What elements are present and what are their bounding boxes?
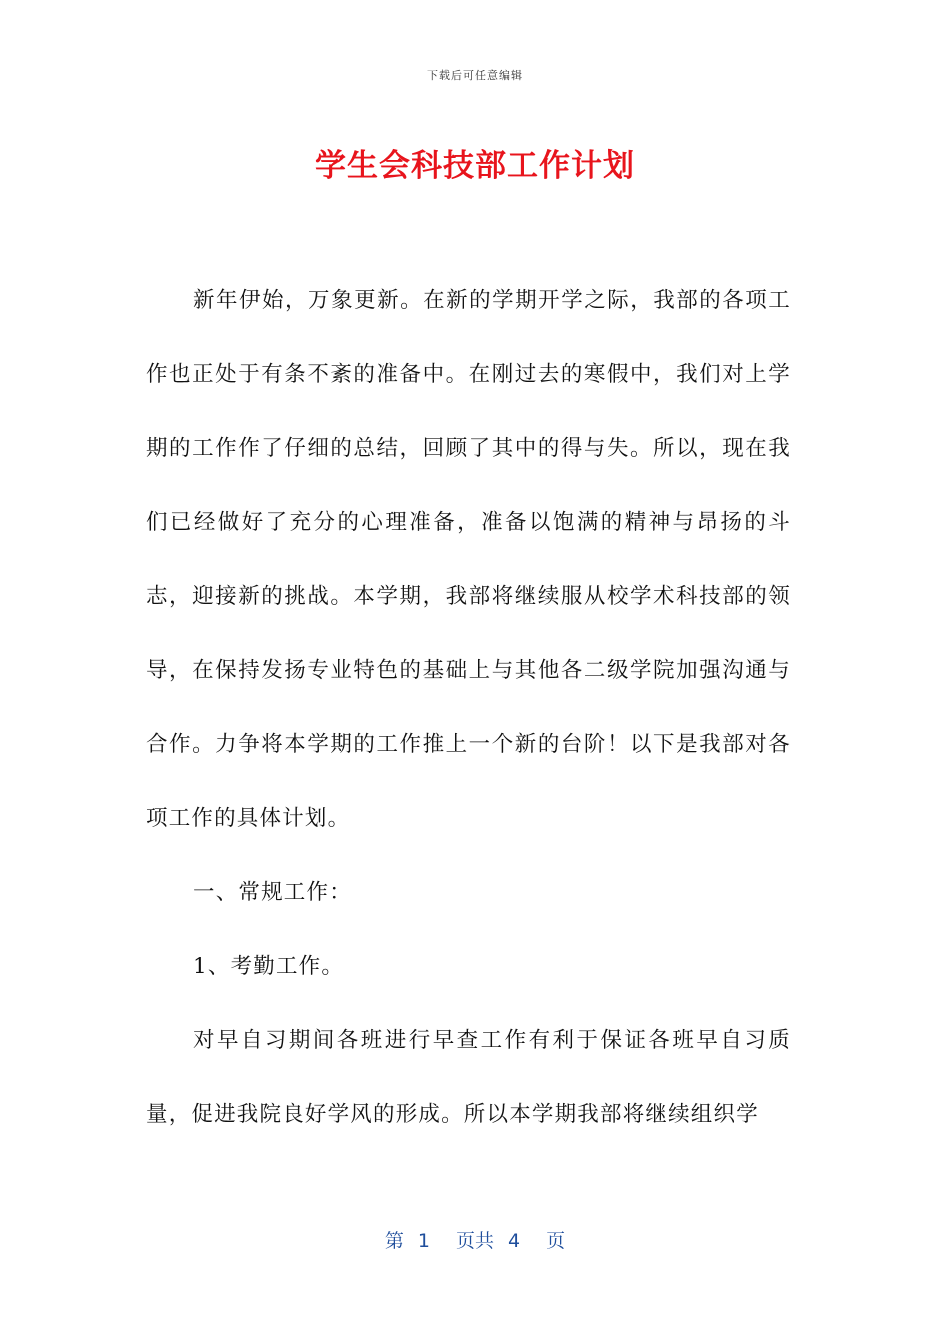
document-title: 学生会科技部工作计划 <box>315 148 635 184</box>
section-heading: 一、常规工作： <box>193 880 352 905</box>
header-note: 下载后可任意编辑 <box>427 69 523 82</box>
paragraph-attendance: 对早自习期间各班进行早查工作有利于保证各班早自习质量，促进我院良好学风的形成。所以本学期我部将继续组织学 <box>146 1028 791 1127</box>
subsection-heading: 1、考勤工作。 <box>193 954 345 979</box>
footer-current-page: 1 <box>417 1230 430 1252</box>
footer-middle: 页共 <box>455 1230 494 1252</box>
footer-total-pages: 4 <box>508 1230 521 1252</box>
page-number-footer <box>0 1226 950 1253</box>
document-body <box>146 264 791 1152</box>
paragraph-intro: 新年伊始，万象更新。在新的学期开学之际，我部的各项工作也正处于有条不紊的准备中。在刚过去的寒假中，我们对上学期的工作作了仔细的总结，回顾了其中的得与失。所以，现在我们已经做好了充分的心理准备，准备以饱满的精神与昂扬的斗志，迎接新的挑战。本学期，我部将继续服从校学术科技部的领导，在保持发扬专业特色的基础上与其他各二级学院加强沟通与合作。力争将本学期的工作推上一个新的台阶！以下是我部对各项工作的具体计划。 <box>146 288 791 831</box>
footer-suffix: 页 <box>546 1230 566 1252</box>
footer-prefix: 第 <box>384 1230 404 1252</box>
